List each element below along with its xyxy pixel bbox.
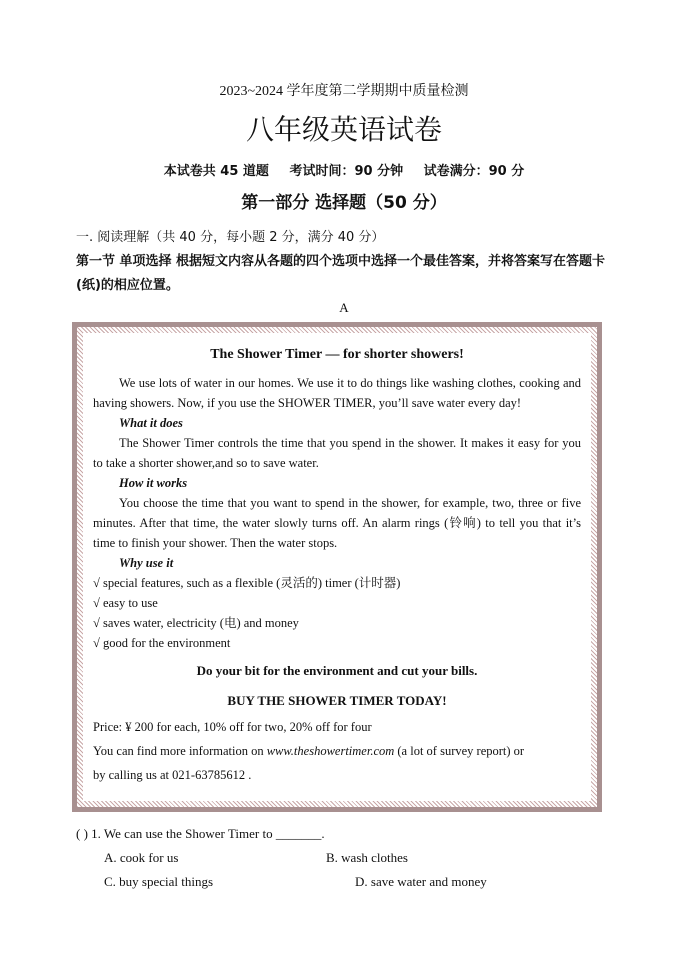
info-time: 考试时间：90 分钟	[289, 164, 404, 179]
advert-slogan: Do your bit for the environment and cut your bills.	[196, 663, 478, 678]
exam-title: 八年级英语试卷	[245, 113, 442, 146]
website-link[interactable]: www.theshowertimer.com	[266, 744, 395, 758]
option-b: B. wash clothes	[326, 850, 408, 865]
exam-info	[0, 160, 688, 179]
advert-title: The Shower Timer — for shorter showers!	[210, 347, 464, 362]
what-text: The Shower Timer controls the time that you spend in the shower. It makes it easy for you to take a shorter shower,and so to save water.	[93, 436, 581, 470]
how-heading: How it works	[119, 476, 188, 490]
question-1-stem: ( ) 1. We can use the Shower Timer to _______.	[76, 826, 325, 841]
check-item: √ good for the environment	[93, 636, 231, 650]
advert-price: Price: ¥ 200 for each, 10% off for two, 20% off for four	[93, 720, 372, 734]
info-suffix: (a lot of survey report) or	[394, 744, 525, 758]
info-score: 试卷满分：90 分	[423, 164, 525, 179]
option-d: D. save water and money	[355, 874, 487, 889]
advert-buy: BUY THE SHOWER TIMER TODAY!	[227, 693, 447, 708]
exam-year-line: 2023~2024 学年度第二学期期中质量检测	[219, 84, 469, 99]
why-heading: Why use it	[119, 556, 174, 570]
what-heading: What it does	[119, 416, 183, 430]
advert-info	[93, 741, 581, 761]
section-instruction: 第一节 单项选择 根据短文内容从各题的四个选项中选择一个最佳答案，并将答案写在答题卡(纸)的相应位置。	[76, 254, 606, 293]
advert-frame	[72, 322, 602, 812]
check-item: √ saves water, electricity (电) and money	[93, 616, 299, 630]
passage-letter: A	[339, 300, 349, 315]
check-item: √ easy to use	[93, 596, 158, 610]
advert-intro: We use lots of water in our homes. We use it to do things like washing clothes, cooking and having showers. Now, if you use the SHOWER TIMER, you’ll save water every day!	[93, 376, 581, 410]
option-c: C. buy special things	[104, 874, 214, 889]
advert-content	[83, 333, 591, 801]
advert-phone: by calling us at 021-63785612 .	[93, 768, 252, 782]
how-text: You choose the time that you want to spend in the shower, for example, two, three or five minutes. After that time, the water slowly turns off. An alarm rings (铃响) to tell you that it’s time to finish your shower. Then the water stops.	[93, 496, 581, 550]
option-a: A. cook for us	[104, 850, 179, 865]
info-prefix: You can find more information on	[93, 744, 267, 758]
reading-section-heading: 一. 阅读理解（共 40 分，每小题 2 分，满分 40 分）	[76, 230, 385, 245]
info-questions: 本试卷共 45 道题	[163, 164, 269, 179]
check-item: √ special features, such as a flexible (灵活的) timer (计时器)	[93, 576, 401, 590]
part-title: 第一部分 选择题（50 分）	[241, 193, 447, 213]
